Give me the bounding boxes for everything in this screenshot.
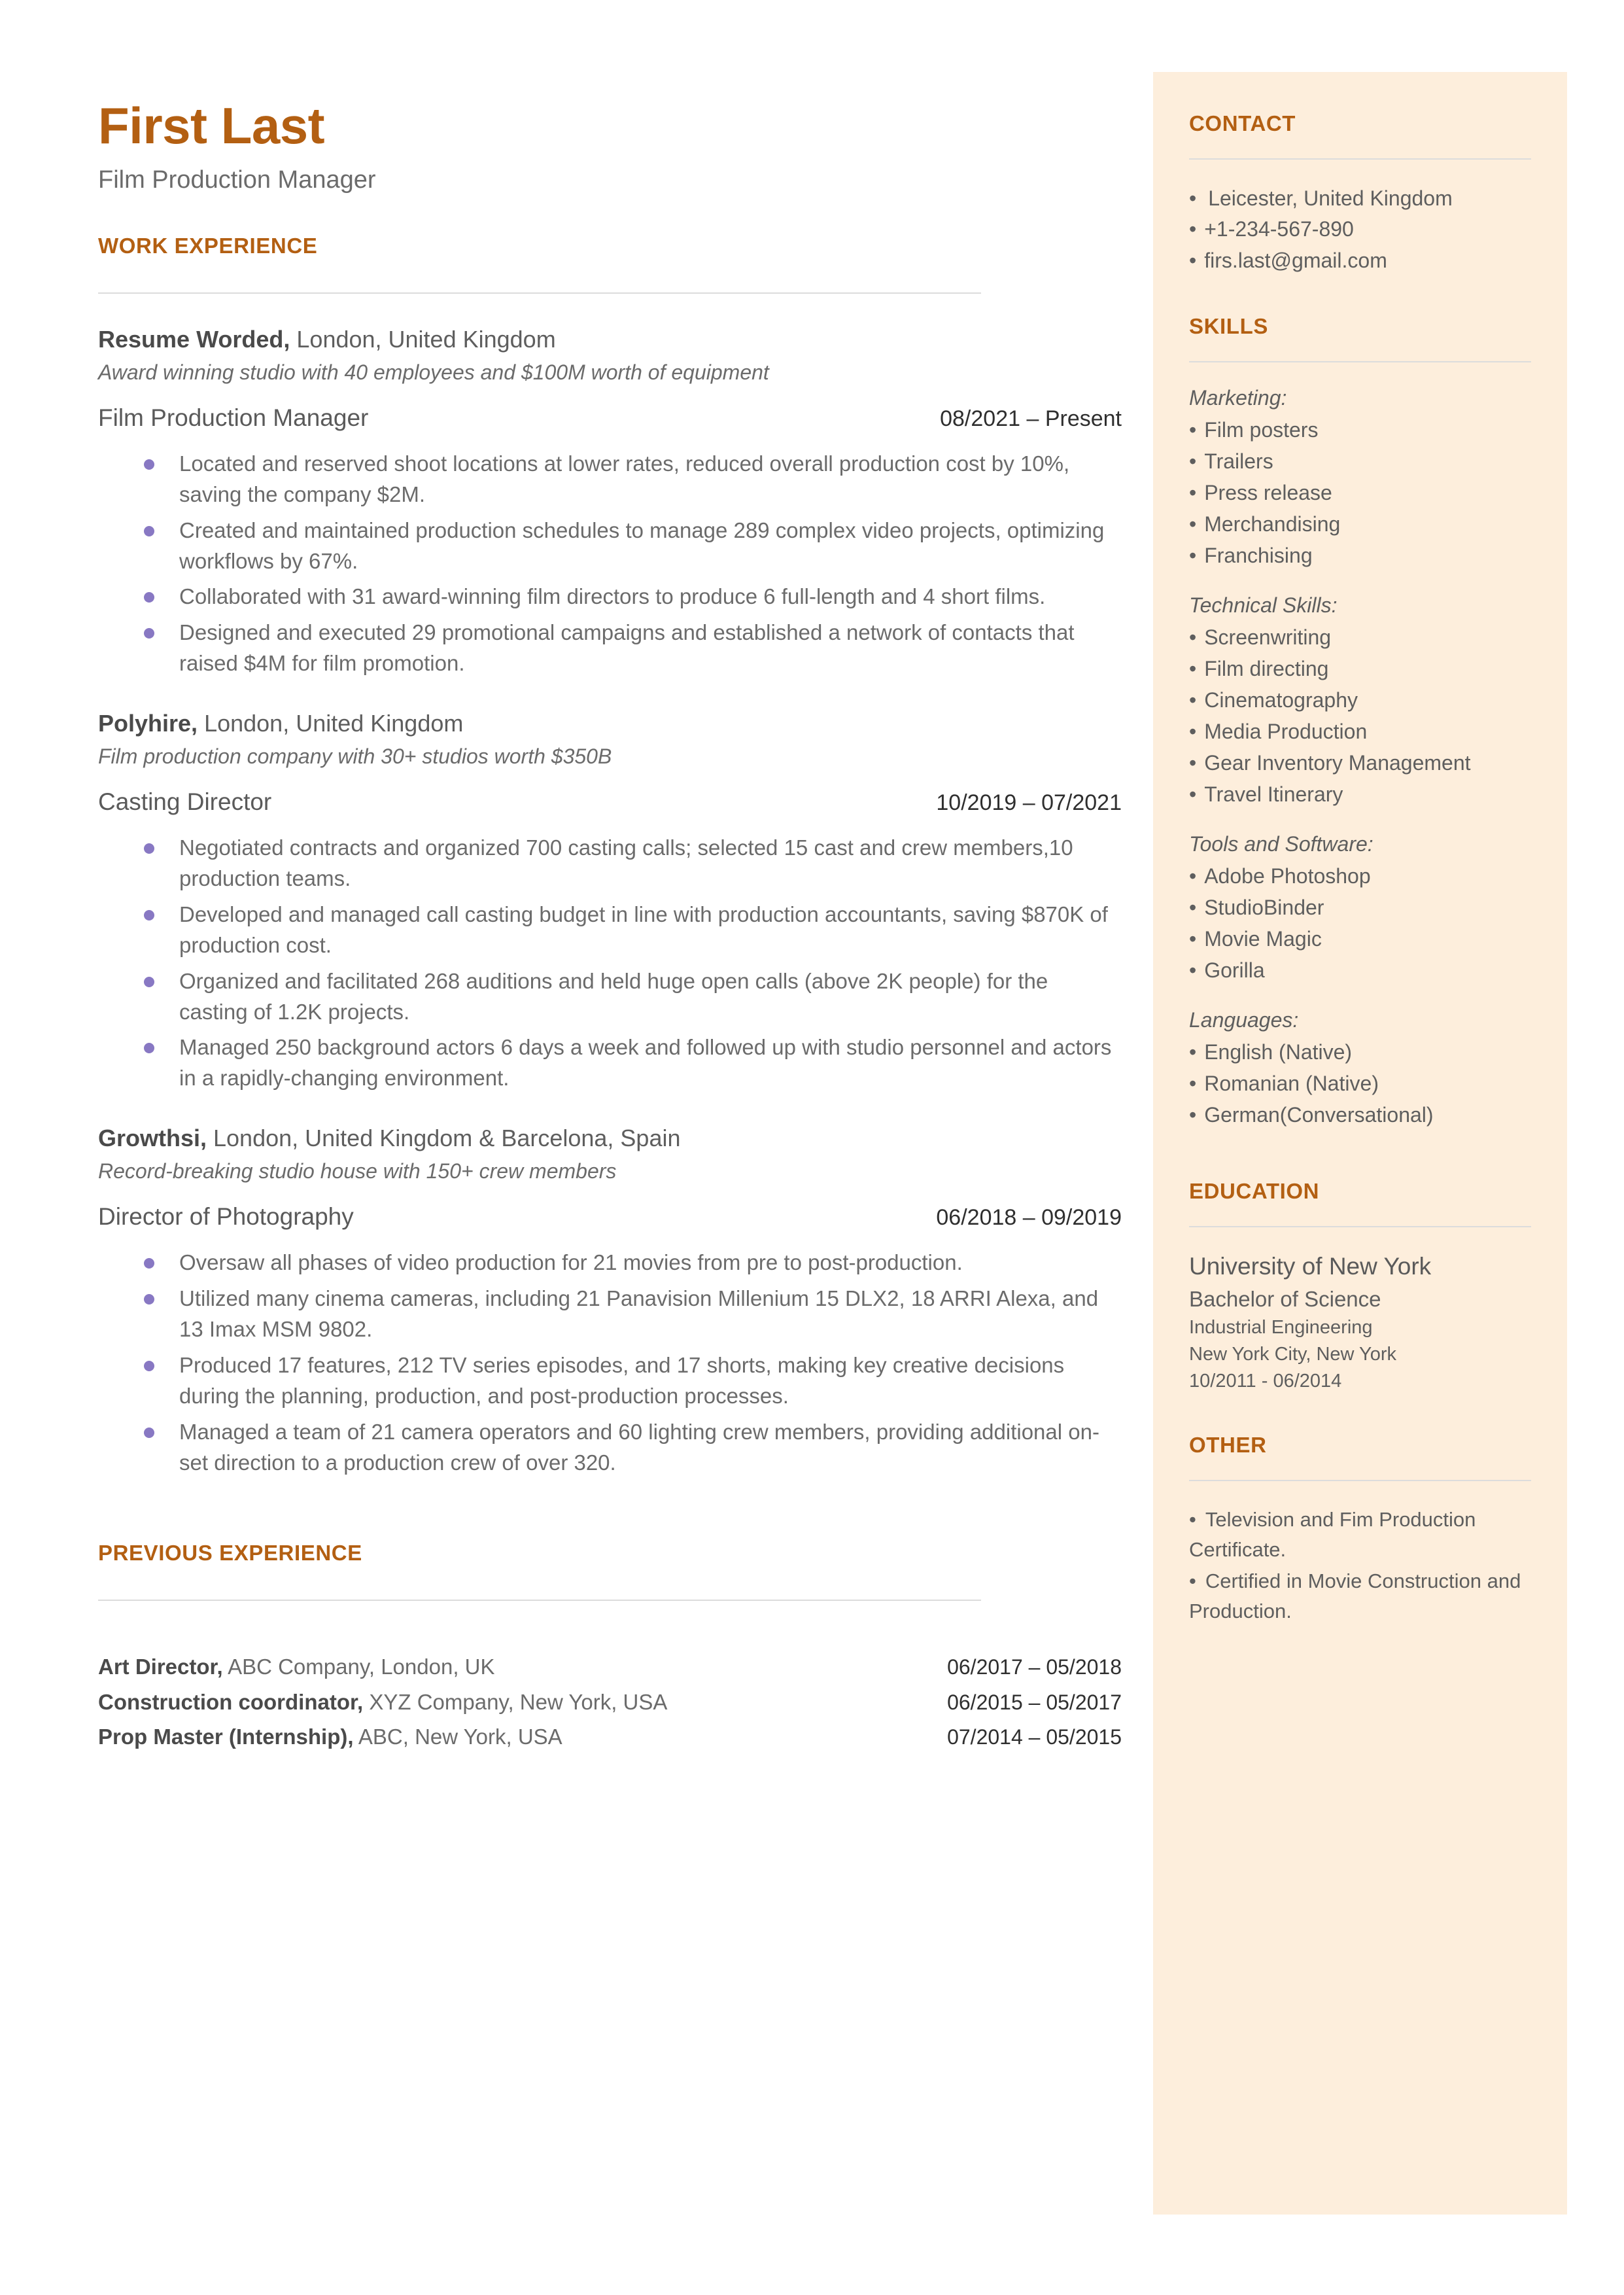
previous-role-dates: 06/2015 – 05/2017 bbox=[947, 1690, 1122, 1714]
skill-item-text: Gear Inventory Management bbox=[1204, 751, 1471, 775]
skill-list bbox=[1189, 860, 1531, 986]
job-bullet-list bbox=[98, 833, 1122, 1094]
education-dates: 10/2011 - 06/2014 bbox=[1189, 1371, 1342, 1392]
previous-role-title: Construction coordinator, bbox=[98, 1689, 364, 1714]
job-title: Film Production Manager bbox=[98, 404, 369, 432]
bullet-dot-icon: • bbox=[1189, 248, 1197, 272]
bullet-dot-icon: • bbox=[1189, 958, 1197, 983]
job-title-row bbox=[98, 1203, 1122, 1231]
skill-group-marketing bbox=[1189, 386, 1531, 571]
job-company-line bbox=[98, 708, 1122, 739]
skill-item bbox=[1189, 540, 1531, 571]
previous-role-dates: 07/2014 – 05/2015 bbox=[947, 1725, 1122, 1749]
bullet-dot-icon: • bbox=[1189, 217, 1197, 241]
job-bullet-text: Managed 250 background actors 6 days a week and followed up with studio personnel and actors in a rapidly-changing environment. bbox=[179, 1035, 1112, 1091]
bullet-dot-icon bbox=[144, 843, 154, 854]
job-bullet-text: Designed and executed 29 promotional campaigns and established a network of contacts that raised $4M for film promotion. bbox=[179, 620, 1075, 676]
education-location: New York City, New York bbox=[1189, 1343, 1396, 1365]
job-bullet bbox=[144, 618, 1122, 679]
job-entry bbox=[98, 1123, 1122, 1478]
skill-category-label: Technical Skills: bbox=[1189, 593, 1338, 618]
job-entry bbox=[98, 324, 1122, 679]
previous-role-detail: XYZ Company, New York, USA bbox=[363, 1689, 668, 1714]
skills-heading: SKILLS bbox=[1189, 314, 1268, 339]
contact-heading: CONTACT bbox=[1189, 111, 1296, 135]
job-company-description: Film production company with 30+ studios worth $350B bbox=[98, 745, 612, 769]
skill-item bbox=[1189, 1036, 1531, 1068]
skill-item bbox=[1189, 1068, 1531, 1099]
job-bullet bbox=[144, 1248, 1122, 1278]
job-bullet bbox=[144, 1350, 1122, 1412]
skill-item bbox=[1189, 860, 1531, 892]
skills-divider bbox=[1189, 361, 1531, 362]
bullet-dot-icon: • bbox=[1189, 782, 1197, 807]
job-company-name: Growthsi, bbox=[98, 1125, 207, 1152]
skill-item-text: Franchising bbox=[1204, 544, 1313, 568]
previous-experience-heading: PREVIOUS EXPERIENCE bbox=[98, 1541, 362, 1566]
previous-role-text bbox=[98, 1686, 667, 1719]
bullet-dot-icon: • bbox=[1189, 896, 1197, 920]
previous-role-title: Art Director, bbox=[98, 1655, 223, 1679]
bullet-dot-icon: • bbox=[1189, 625, 1197, 650]
job-title: Casting Director bbox=[98, 788, 272, 816]
previous-experience-section bbox=[98, 1541, 1122, 1753]
skill-item-text: Adobe Photoshop bbox=[1204, 864, 1371, 888]
skill-item bbox=[1189, 747, 1531, 779]
bullet-dot-icon: • bbox=[1189, 186, 1197, 210]
skill-category-label: Tools and Software: bbox=[1189, 832, 1373, 856]
contact-item-text: +1-234-567-890 bbox=[1204, 217, 1354, 241]
candidate-headline: Film Production Manager bbox=[98, 166, 376, 194]
contact-divider bbox=[1189, 158, 1531, 160]
bullet-dot-icon bbox=[144, 977, 154, 987]
bullet-dot-icon: • bbox=[1189, 864, 1197, 888]
bullet-dot-icon: • bbox=[1189, 720, 1197, 744]
job-title: Director of Photography bbox=[98, 1203, 354, 1231]
contact-item-location bbox=[1189, 183, 1531, 214]
bullet-dot-icon: • bbox=[1189, 927, 1197, 951]
skill-item-text: Media Production bbox=[1204, 720, 1368, 744]
skill-item-text: Screenwriting bbox=[1204, 625, 1332, 650]
job-dates: 10/2019 – 07/2021 bbox=[936, 790, 1122, 816]
skill-item-text: German(Conversational) bbox=[1204, 1103, 1434, 1127]
skill-category-label: Languages: bbox=[1189, 1008, 1299, 1032]
skill-list bbox=[1189, 1036, 1531, 1130]
job-company-location: London, United Kingdom & Barcelona, Spain bbox=[207, 1125, 681, 1152]
job-title-row bbox=[98, 404, 1122, 432]
skill-item-text: Movie Magic bbox=[1204, 927, 1322, 951]
skill-item bbox=[1189, 446, 1531, 477]
skill-group-tools bbox=[1189, 832, 1531, 986]
skill-item-text: Trailers bbox=[1204, 449, 1273, 474]
bullet-dot-icon: • bbox=[1189, 657, 1197, 681]
previous-role-detail: ABC, New York, USA bbox=[353, 1725, 562, 1749]
other-list bbox=[1189, 1505, 1531, 1626]
education-degree: Bachelor of Science bbox=[1189, 1287, 1381, 1312]
skill-item-text: Merchandising bbox=[1204, 512, 1341, 536]
bullet-dot-icon: • bbox=[1189, 1040, 1197, 1064]
skill-item bbox=[1189, 508, 1531, 540]
job-bullet bbox=[144, 1032, 1122, 1094]
job-bullet bbox=[144, 833, 1122, 894]
contact-item-text: firs.last@gmail.com bbox=[1204, 248, 1387, 272]
job-bullet bbox=[144, 900, 1122, 961]
job-company-description: Record-breaking studio house with 150+ crew members bbox=[98, 1159, 617, 1183]
bullet-dot-icon: • bbox=[1189, 481, 1197, 505]
job-bullet-text: Collaborated with 31 award-winning film directors to produce 6 full-length and 4 short films. bbox=[179, 584, 1046, 609]
skill-category-label: Marketing: bbox=[1189, 386, 1287, 410]
sidebar bbox=[1153, 72, 1567, 2215]
skill-item bbox=[1189, 716, 1531, 747]
bullet-dot-icon bbox=[144, 592, 154, 603]
other-item bbox=[1189, 1566, 1531, 1626]
bullet-dot-icon bbox=[144, 1428, 154, 1438]
bullet-dot-icon bbox=[144, 1258, 154, 1269]
job-bullet bbox=[144, 516, 1122, 577]
bullet-dot-icon: • bbox=[1189, 688, 1197, 712]
skill-item-text: Cinematography bbox=[1204, 688, 1358, 712]
job-company-name: Polyhire, bbox=[98, 710, 198, 737]
skill-item-text: Film directing bbox=[1204, 657, 1329, 681]
skill-item-text: Travel Itinerary bbox=[1204, 782, 1343, 807]
skill-item-text: Press release bbox=[1204, 481, 1332, 505]
skill-group-languages bbox=[1189, 1008, 1531, 1130]
skill-item bbox=[1189, 779, 1531, 810]
job-bullet-text: Developed and managed call casting budget in line with production accountants, saving $870K of production cost. bbox=[179, 902, 1108, 957]
job-bullet bbox=[144, 1284, 1122, 1345]
job-company-line bbox=[98, 324, 1122, 355]
education-school: University of New York bbox=[1189, 1253, 1432, 1280]
skill-list bbox=[1189, 622, 1531, 810]
other-heading: OTHER bbox=[1189, 1433, 1267, 1458]
bullet-dot-icon bbox=[144, 910, 154, 920]
bullet-dot-icon: • bbox=[1189, 1072, 1197, 1096]
bullet-dot-icon bbox=[144, 459, 154, 470]
skill-item-text: Film posters bbox=[1204, 418, 1319, 442]
bullet-dot-icon bbox=[144, 526, 154, 536]
candidate-name: First Last bbox=[98, 97, 325, 154]
job-bullet-list bbox=[98, 449, 1122, 679]
contact-item-text: Leicester, United Kingdom bbox=[1208, 186, 1453, 210]
bullet-dot-icon: • bbox=[1189, 418, 1197, 442]
skill-item bbox=[1189, 477, 1531, 508]
skill-item bbox=[1189, 653, 1531, 684]
bullet-dot-icon: • bbox=[1189, 751, 1197, 775]
bullet-dot-icon bbox=[144, 1043, 154, 1053]
skill-item-text: StudioBinder bbox=[1204, 896, 1324, 920]
work-experience-divider bbox=[98, 292, 981, 294]
job-company-description: Award winning studio with 40 employees and $100M worth of equipment bbox=[98, 360, 769, 385]
previous-experience-divider bbox=[98, 1600, 981, 1601]
skill-list bbox=[1189, 414, 1531, 571]
skill-item-text: Romanian (Native) bbox=[1204, 1072, 1379, 1096]
contact-item-email[interactable] bbox=[1189, 245, 1531, 276]
work-experience-heading: WORK EXPERIENCE bbox=[98, 233, 318, 258]
bullet-dot-icon bbox=[144, 1294, 154, 1305]
job-entry bbox=[98, 708, 1122, 1094]
job-bullet-text: Utilized many cinema cameras, including 21 Panavision Millenium 15 DLX2, 18 ARRI Alexa, and 13 Imax MSM 9802. bbox=[179, 1286, 1099, 1342]
bullet-dot-icon bbox=[144, 1361, 154, 1371]
skill-group-technical bbox=[1189, 593, 1531, 810]
bullet-dot-icon: • bbox=[1189, 449, 1197, 474]
bullet-dot-icon: • bbox=[1189, 544, 1197, 568]
skill-item bbox=[1189, 955, 1531, 986]
skill-item bbox=[1189, 414, 1531, 446]
job-company-location: London, United Kingdom bbox=[290, 325, 556, 353]
job-bullet bbox=[144, 966, 1122, 1028]
previous-role-title: Prop Master (Internship), bbox=[98, 1725, 354, 1749]
other-divider bbox=[1189, 1480, 1531, 1481]
education-heading: EDUCATION bbox=[1189, 1179, 1320, 1204]
other-item-text: Certified in Movie Construction and Production. bbox=[1189, 1569, 1521, 1622]
job-bullet-text: Organized and facilitated 268 auditions and held huge open calls (above 2K people) for the casting of 1.2K projects. bbox=[179, 968, 1048, 1024]
job-bullet-text: Located and reserved shoot locations at lower rates, reduced overall production cost by 10%, saving the company $2M. bbox=[179, 451, 1070, 506]
skill-item-text: Gorilla bbox=[1204, 958, 1265, 983]
job-bullet-text: Negotiated contracts and organized 700 casting calls; selected 15 cast and crew members,10 production teams. bbox=[179, 835, 1073, 891]
job-bullet-text: Produced 17 features, 212 TV series episodes, and 17 shorts, making key creative decisions during the planning, production, and post-production processes. bbox=[179, 1352, 1065, 1408]
previous-role-row bbox=[98, 1651, 1122, 1683]
skill-item-text: English (Native) bbox=[1204, 1040, 1353, 1064]
previous-role-row bbox=[98, 1721, 1122, 1753]
skill-item bbox=[1189, 892, 1531, 923]
bullet-dot-icon bbox=[144, 628, 154, 639]
bullet-dot-icon: • bbox=[1189, 1508, 1196, 1532]
other-item-text: Television and Fim Production Certificate. bbox=[1189, 1508, 1476, 1562]
skill-item bbox=[1189, 684, 1531, 716]
skill-item bbox=[1189, 923, 1531, 955]
previous-role-text bbox=[98, 1721, 562, 1753]
job-bullet-text: Created and maintained production schedules to manage 289 complex video projects, optimizing workflows by 67%. bbox=[179, 517, 1105, 573]
skill-item bbox=[1189, 622, 1531, 653]
job-bullet-text: Oversaw all phases of video production for 21 movies from pre to post-production. bbox=[179, 1250, 963, 1275]
contact-list bbox=[1189, 183, 1531, 276]
job-company-name: Resume Worded, bbox=[98, 325, 290, 353]
job-company-location: London, United Kingdom bbox=[198, 710, 464, 737]
education-divider bbox=[1189, 1226, 1531, 1227]
other-item bbox=[1189, 1505, 1531, 1565]
previous-role-text bbox=[98, 1651, 495, 1683]
bullet-dot-icon: • bbox=[1189, 1569, 1196, 1592]
job-dates: 08/2021 – Present bbox=[940, 406, 1122, 432]
previous-role-detail: ABC Company, London, UK bbox=[222, 1655, 495, 1679]
main-column bbox=[98, 98, 1122, 1756]
education-entry bbox=[1189, 1251, 1531, 1395]
job-bullet bbox=[144, 449, 1122, 510]
bullet-dot-icon: • bbox=[1189, 1103, 1197, 1127]
previous-role-dates: 06/2017 – 05/2018 bbox=[947, 1655, 1122, 1679]
job-company-line bbox=[98, 1123, 1122, 1154]
job-bullet-text: Managed a team of 21 camera operators and 60 lighting crew members, providing additional on-set direction to a production crew of over 320. bbox=[179, 1419, 1099, 1475]
education-field: Industrial Engineering bbox=[1189, 1316, 1373, 1338]
bullet-dot-icon: • bbox=[1189, 512, 1197, 536]
job-bullet-list bbox=[98, 1248, 1122, 1478]
job-bullet bbox=[144, 1417, 1122, 1479]
contact-item-phone[interactable] bbox=[1189, 214, 1531, 245]
skill-item bbox=[1189, 1099, 1531, 1130]
job-bullet bbox=[144, 582, 1122, 612]
previous-role-row bbox=[98, 1686, 1122, 1719]
job-title-row bbox=[98, 788, 1122, 816]
job-dates: 06/2018 – 09/2019 bbox=[936, 1205, 1122, 1231]
